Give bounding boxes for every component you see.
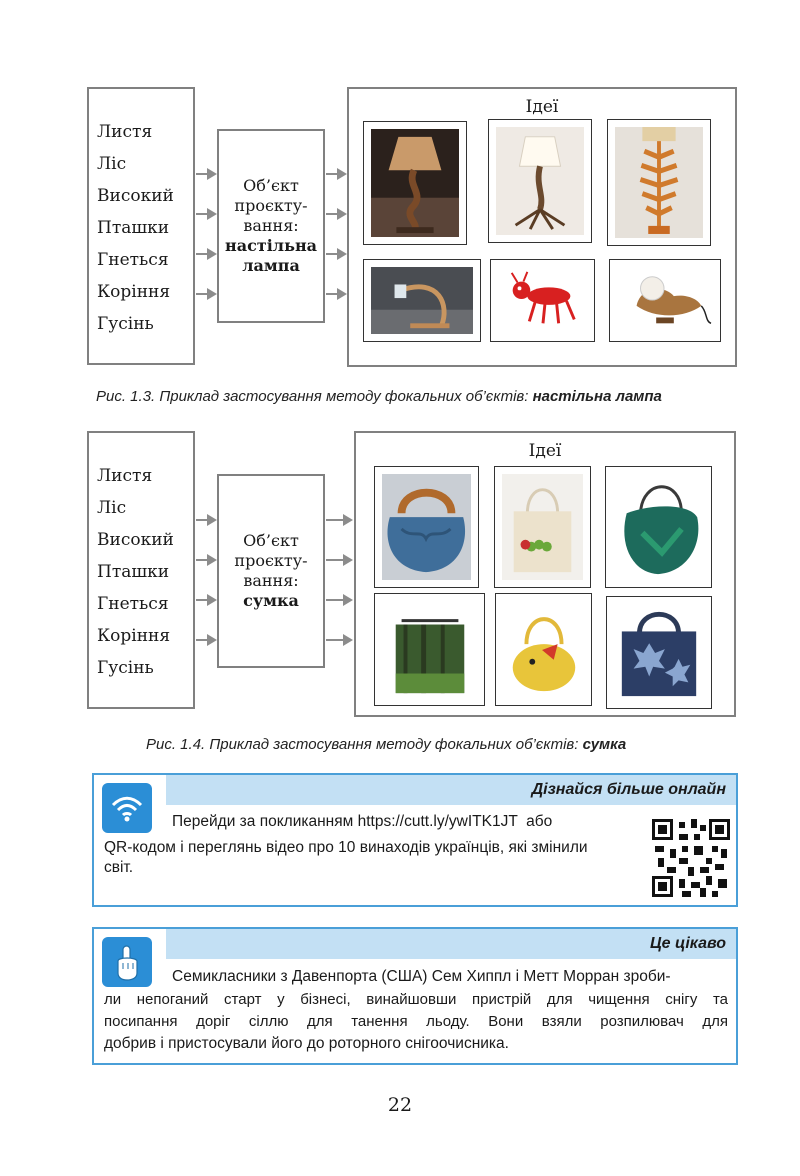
word-item: Листя [97,122,153,142]
arrow-icon [326,173,338,175]
word-item: Ліс [97,154,127,174]
figure-caption [146,736,626,753]
object-line: Об’єкт [243,176,299,195]
bag-caterpillar-tote-icon [494,466,591,588]
arrow-icon [196,173,208,175]
word-item: Гусінь [97,314,154,334]
interesting-fact-box [92,927,738,1065]
arrow-icon [196,253,208,255]
word-item: Високий [97,186,174,206]
lamp-bent-wood-icon [363,259,481,342]
object-line: проєкту- [234,551,308,570]
ideas-title: Ідеї [525,97,559,117]
word-item: Гусінь [97,658,154,678]
arrow-icon [326,213,338,215]
fact-text-line: посипання доріг сіллю для танення льоду. Вони взяли розпилювач для [104,1013,728,1030]
arrow-icon [326,519,344,521]
lamp-ant-icon [490,259,595,342]
online-text-line: світ. [104,859,134,876]
word-item: Листя [97,466,153,486]
bag-knit-icon [374,466,479,588]
fact-text-line: добрив і пристосували його до роторного снігоочисника. [104,1035,509,1052]
caption-text: Рис. 1.4. Приклад застосування методу фокальних об’єктів: [146,736,583,753]
qr-code-icon[interactable] [652,819,730,897]
word-item: Коріння [97,626,171,646]
arrow-icon [196,213,208,215]
learn-more-online-box [92,773,738,907]
object-name: настільна [224,236,318,255]
object-line: проєкту- [234,196,308,215]
word-item: Високий [97,530,174,550]
online-text-line: QR-кодом і переглянь відео про 10 винаходів українців, які змінили [104,839,588,856]
caption-bold: сумка [582,736,627,753]
fact-text-line: Семикласники з Давенпорта (США) Сем Хиппл і Метт Морран зроби- [172,968,671,985]
arrow-icon [196,639,208,641]
bag-leaf-tote-icon [606,596,712,709]
ideas-title: Ідеї [528,441,562,461]
word-item: Ліс [97,498,127,518]
object-line: Об’єкт [243,531,299,550]
object-name: лампа [242,256,300,275]
arrow-icon [326,559,344,561]
word-list-box [87,431,195,709]
object-box [217,129,325,323]
arrow-icon [326,253,338,255]
arrow-icon [196,559,208,561]
box-header: Дізнайся більше онлайн [166,775,736,805]
arrow-icon [196,599,208,601]
caption-text: Рис. 1.3. Приклад застосування методу фокальних об’єктів: [96,388,533,405]
arrow-icon [196,519,208,521]
word-item: Гнеться [97,594,169,614]
word-list-box [87,87,195,365]
bag-bird-icon [495,593,592,706]
arrow-icon [196,293,208,295]
lamp-driftwood-icon [363,121,467,245]
object-box [217,474,325,668]
bag-leaf-hobo-icon [605,466,712,588]
page-number: 22 [387,1094,413,1116]
fact-text-line: ли непоганий старт у бізнесі, винайшовши пристрій для чищення снігу та [104,991,728,1008]
arrow-icon [326,293,338,295]
box-header: Це цікаво [166,929,736,959]
lamp-leaf-icon [607,119,711,246]
word-item: Пташки [97,562,170,582]
object-line: вання: [243,216,299,235]
arrow-icon [326,599,344,601]
lamp-root-icon [488,119,592,243]
bag-forest-icon [374,593,485,706]
word-item: Гнеться [97,250,169,270]
arrow-icon [326,639,344,641]
caption-bold: настільна лампа [532,388,662,405]
object-name: сумка [243,591,299,610]
object-line: вання: [243,571,299,590]
pointing-hand-icon [102,937,152,987]
wifi-icon [102,783,152,833]
figure-caption [96,388,662,405]
word-item: Пташки [97,218,170,238]
lamp-bird-icon [609,259,721,342]
online-text-line: Перейди за покликанням https://cutt.ly/ywITK1JT або [172,813,553,830]
word-item: Коріння [97,282,171,302]
